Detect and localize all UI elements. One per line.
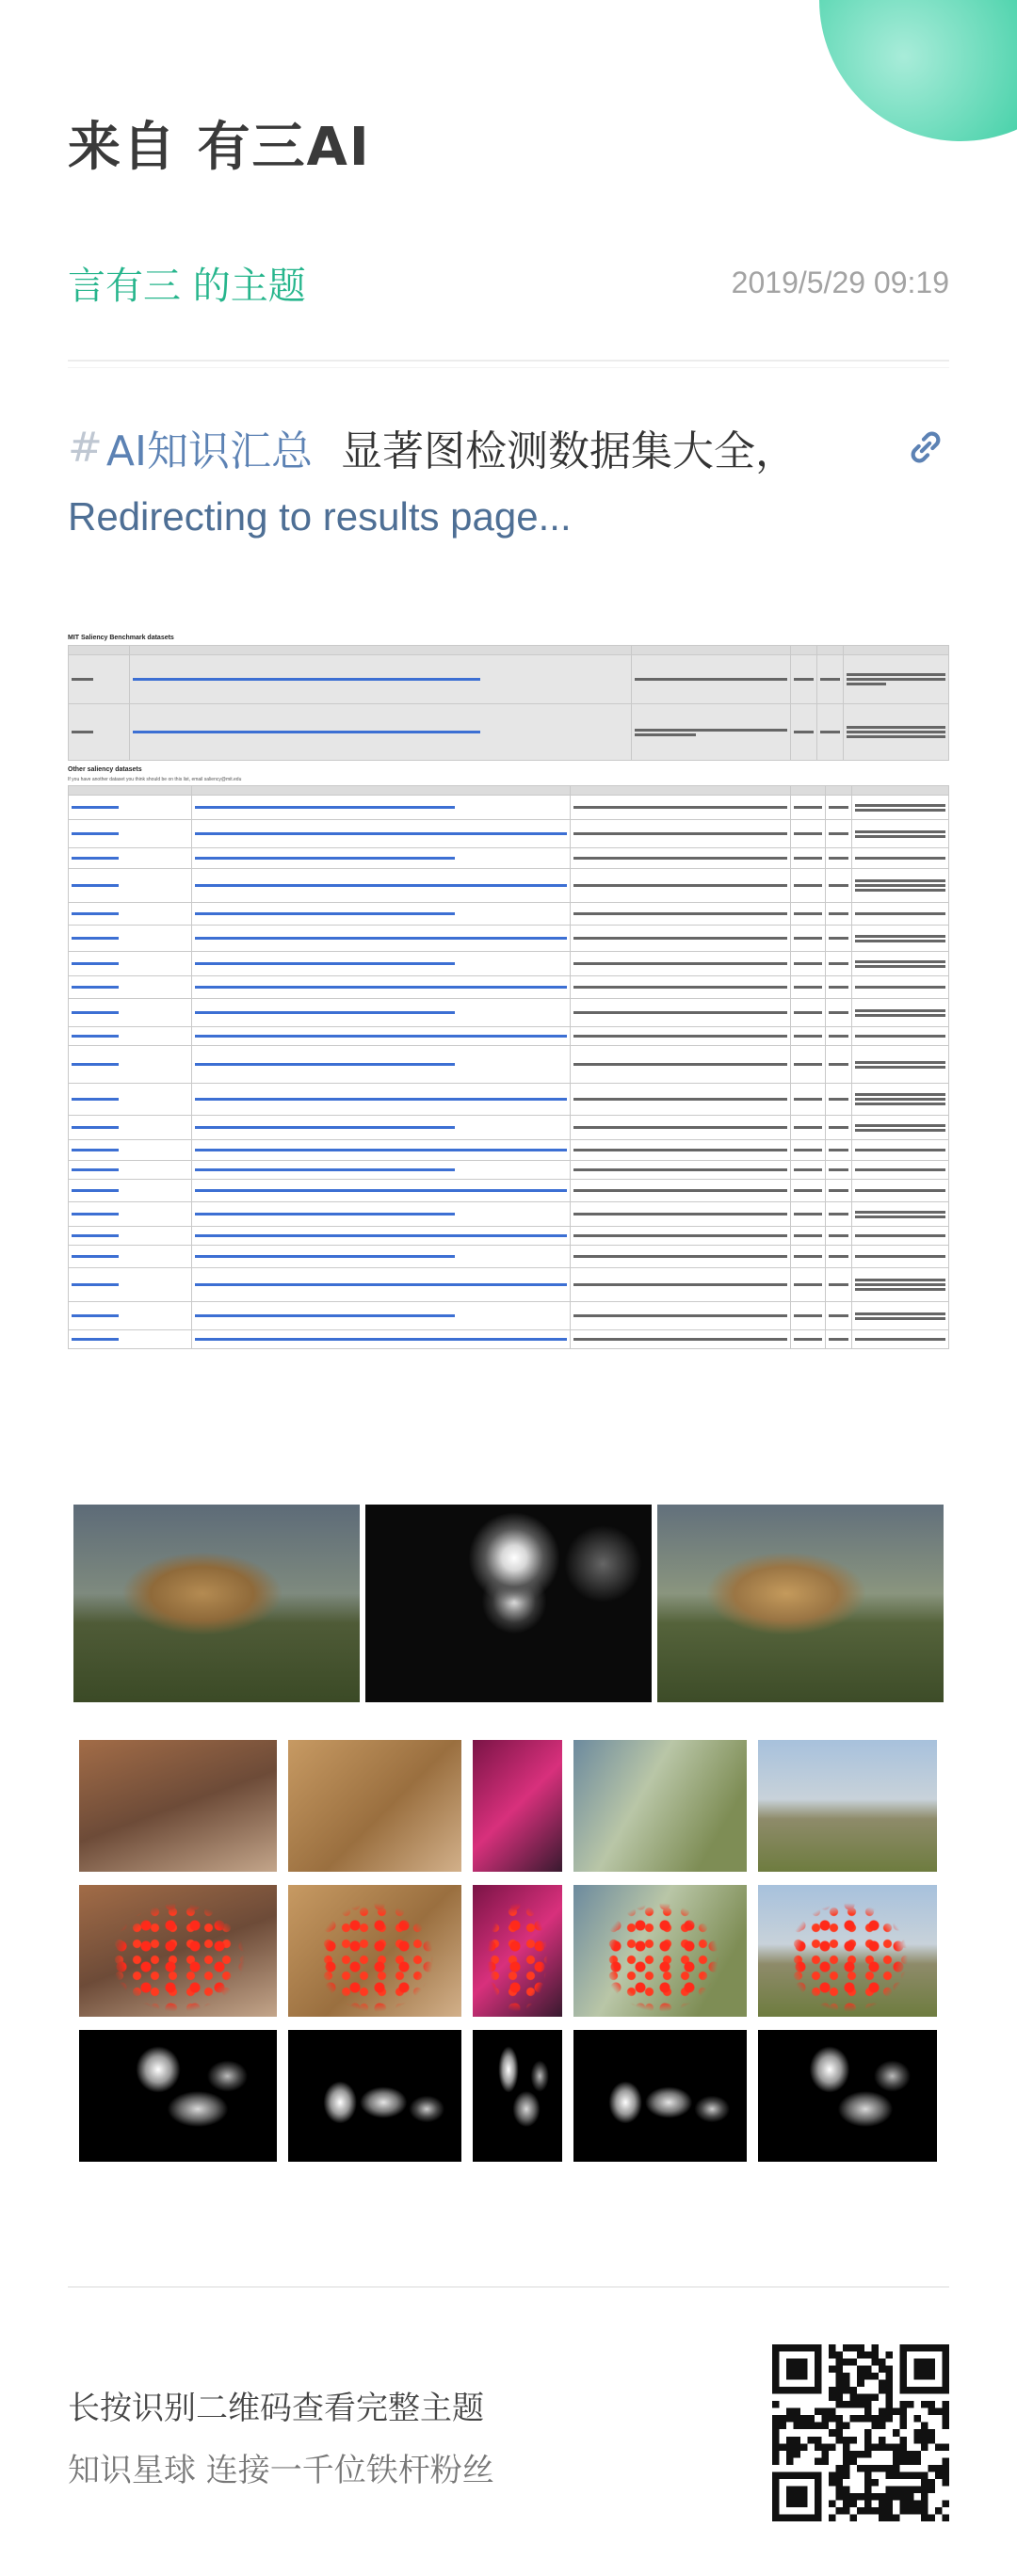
- qr-instruction: 长按识别二维码查看完整主题: [68, 2390, 484, 2427]
- qr-module: [843, 2443, 850, 2451]
- qr-module: [815, 2443, 822, 2451]
- qr-module: [885, 2387, 893, 2394]
- qr-module: [836, 2380, 844, 2388]
- qr-module: [780, 2415, 787, 2423]
- qr-module: [879, 2423, 886, 2430]
- qr-module: [786, 2443, 794, 2451]
- qr-module: [850, 2344, 858, 2352]
- qr-module: [885, 2500, 893, 2507]
- qr-module: [899, 2507, 907, 2515]
- topic-title: 显著图检测数据集大全，: [340, 427, 797, 475]
- qr-module: [942, 2408, 949, 2416]
- qr-module: [836, 2394, 844, 2402]
- qr-module: [864, 2500, 872, 2507]
- qr-module: [871, 2394, 879, 2402]
- fixation-examples-grid: [79, 1740, 938, 2162]
- qr-module: [899, 2451, 907, 2458]
- qr-module: [921, 2507, 928, 2515]
- qr-module: [864, 2451, 872, 2458]
- qr-module: [885, 2415, 893, 2423]
- qr-module: [836, 2401, 844, 2408]
- post-timestamp: 2019/5/29 09:19: [731, 265, 949, 299]
- qr-module: [864, 2373, 872, 2380]
- fixation-map: [288, 2030, 461, 2162]
- qr-module: [829, 2352, 836, 2359]
- qr-module: [843, 2437, 850, 2444]
- qr-module: [864, 2471, 872, 2479]
- qr-module: [935, 2471, 943, 2479]
- qr-module: [871, 2493, 879, 2501]
- qr-module: [907, 2471, 914, 2479]
- qr-module: [899, 2437, 907, 2444]
- qr-module: [864, 2352, 872, 2359]
- qr-module: [879, 2500, 886, 2507]
- qr-module: [928, 2437, 935, 2444]
- qr-module: [843, 2451, 850, 2458]
- qr-module: [843, 2507, 850, 2515]
- qr-module: [836, 2429, 844, 2437]
- qr-module: [885, 2401, 893, 2408]
- qr-module: [864, 2429, 872, 2437]
- qr-module: [921, 2486, 928, 2493]
- footer-slogan: 知识星球 连接一千位铁杆粉丝: [68, 2452, 494, 2489]
- fixation-overlay: [288, 1885, 461, 2017]
- qr-module: [857, 2451, 864, 2458]
- qr-module: [786, 2415, 794, 2423]
- qr-module: [843, 2344, 850, 2352]
- page-title: 来自 有三AI: [68, 117, 371, 178]
- qr-module: [899, 2500, 907, 2507]
- qr-module: [899, 2493, 907, 2501]
- qr-module: [815, 2408, 822, 2416]
- qr-module: [794, 2408, 801, 2416]
- qr-module: [879, 2387, 886, 2394]
- qr-module: [864, 2408, 872, 2416]
- qr-module: [772, 2443, 780, 2451]
- qr-module: [921, 2479, 928, 2487]
- qr-module: [885, 2465, 893, 2472]
- qr-module: [913, 2500, 921, 2507]
- qr-module: [772, 2401, 780, 2408]
- qr-module: [885, 2408, 893, 2416]
- qr-module: [907, 2457, 914, 2465]
- qr-module: [928, 2465, 935, 2472]
- link-icon[interactable]: [902, 424, 949, 471]
- qr-module: [829, 2366, 836, 2374]
- qr-module: [808, 2415, 815, 2423]
- qr-module: [907, 2451, 914, 2458]
- qr-module: [942, 2514, 949, 2521]
- qr-module: [843, 2380, 850, 2388]
- qr-module: [822, 2408, 830, 2416]
- qr-module: [857, 2415, 864, 2423]
- qr-module: [899, 2443, 907, 2451]
- qr-module: [808, 2437, 815, 2444]
- qr-module: [836, 2387, 844, 2394]
- qr-module: [836, 2486, 844, 2493]
- qr-module: [935, 2465, 943, 2472]
- photo-performer: [473, 1740, 562, 1872]
- qr-module: [913, 2471, 921, 2479]
- qr-module: [780, 2423, 787, 2430]
- qr-module: [864, 2415, 872, 2423]
- qr-module: [913, 2437, 921, 2444]
- qr-module: [921, 2514, 928, 2521]
- qr-module: [800, 2443, 808, 2451]
- qr-module: [786, 2457, 794, 2465]
- qr-module: [794, 2451, 801, 2458]
- qr-module: [913, 2451, 921, 2458]
- qr-module: [850, 2514, 858, 2521]
- qr-module: [893, 2514, 900, 2521]
- qr-module: [893, 2493, 900, 2501]
- qr-module: [899, 2415, 907, 2423]
- qr-module: [871, 2352, 879, 2359]
- qr-module: [836, 2465, 844, 2472]
- qr-module: [829, 2394, 836, 2402]
- qr-module: [857, 2380, 864, 2388]
- qr-module: [913, 2486, 921, 2493]
- qr-module: [893, 2457, 900, 2465]
- fixation-map: [79, 2030, 277, 2162]
- table-note: If you have another dataset you think should be on this list, email saliency@mit.edu: [68, 777, 242, 782]
- qr-module: [921, 2401, 928, 2408]
- topic-tag[interactable]: AI知识汇总: [105, 427, 313, 475]
- qr-module: [879, 2408, 886, 2416]
- qr-module: [921, 2500, 928, 2507]
- divider: [68, 367, 949, 368]
- saliency-map: [365, 1505, 652, 1702]
- qr-module: [800, 2423, 808, 2430]
- dataset-table-image: [68, 621, 949, 1469]
- qr-module: [815, 2457, 822, 2465]
- fixation-overlay: [473, 1885, 562, 2017]
- qr-module: [893, 2486, 900, 2493]
- qr-module: [893, 2429, 900, 2437]
- qr-module: [822, 2443, 830, 2451]
- qr-module: [829, 2479, 836, 2487]
- qr-module: [772, 2437, 780, 2444]
- qr-module: [921, 2429, 928, 2437]
- benchmark-table: [68, 645, 949, 761]
- qr-module: [843, 2486, 850, 2493]
- qr-module: [879, 2493, 886, 2501]
- qr-module: [850, 2451, 858, 2458]
- qr-module: [829, 2408, 836, 2416]
- qr-module: [899, 2423, 907, 2430]
- photo-building: [758, 1740, 937, 1872]
- fixation-overlay: [79, 1885, 277, 2017]
- other-datasets-table: [68, 785, 949, 1349]
- qr-module: [794, 2415, 801, 2423]
- qr-module: [843, 2387, 850, 2394]
- qr-module: [879, 2415, 886, 2423]
- qr-module: [772, 2429, 780, 2437]
- qr-module: [850, 2500, 858, 2507]
- qr-module: [772, 2423, 780, 2430]
- qr-module: [893, 2443, 900, 2451]
- qr-module: [836, 2359, 844, 2366]
- qr-module: [871, 2465, 879, 2472]
- qr-module: [794, 2437, 801, 2444]
- qr-module: [907, 2486, 914, 2493]
- qr-module: [836, 2423, 844, 2430]
- qr-module: [942, 2423, 949, 2430]
- fixation-map: [573, 2030, 747, 2162]
- qr-module: [829, 2443, 836, 2451]
- qr-module: [864, 2394, 872, 2402]
- qr-module: [864, 2507, 872, 2515]
- qr-module: [899, 2471, 907, 2479]
- divider: [68, 360, 949, 362]
- qr-module: [829, 2344, 836, 2352]
- qr-module: [850, 2493, 858, 2501]
- qr-module: [871, 2373, 879, 2380]
- qr-module: [815, 2437, 822, 2444]
- qr-module: [921, 2423, 928, 2430]
- qr-module: [843, 2359, 850, 2366]
- qr-module: [871, 2423, 879, 2430]
- qr-module: [885, 2380, 893, 2388]
- topic-row: [68, 414, 949, 480]
- qr-module: [857, 2507, 864, 2515]
- qr-module: [829, 2415, 836, 2423]
- qr-module: [836, 2366, 844, 2374]
- qr-module: [843, 2465, 850, 2472]
- fixation-overlay: [573, 1885, 747, 2017]
- qr-module: [885, 2373, 893, 2380]
- qr-module: [850, 2401, 858, 2408]
- qr-module: [829, 2387, 836, 2394]
- qr-module: [871, 2479, 879, 2487]
- qr-module: [864, 2486, 872, 2493]
- qr-module: [879, 2443, 886, 2451]
- qr-module: [864, 2443, 872, 2451]
- qr-module: [942, 2443, 949, 2451]
- qr-module: [822, 2415, 830, 2423]
- qr-module: [843, 2471, 850, 2479]
- qr-module: [885, 2471, 893, 2479]
- qr-module: [829, 2500, 836, 2507]
- qr-module: [942, 2465, 949, 2472]
- qr-module: [935, 2507, 943, 2515]
- corner-decoration: [819, 0, 1017, 141]
- qr-module: [928, 2514, 935, 2521]
- qr-module: [836, 2373, 844, 2380]
- qr-module: [857, 2465, 864, 2472]
- qr-module: [942, 2479, 949, 2487]
- qr-module: [885, 2486, 893, 2493]
- qr-module: [879, 2437, 886, 2444]
- qr-module: [871, 2443, 879, 2451]
- qr-module: [772, 2451, 780, 2458]
- qr-module: [857, 2401, 864, 2408]
- qr-module: [885, 2507, 893, 2515]
- qr-module: [836, 2437, 844, 2444]
- qr-module: [843, 2457, 850, 2465]
- qr-module: [907, 2500, 914, 2507]
- qr-module: [829, 2514, 836, 2521]
- qr-module: [899, 2408, 907, 2416]
- qr-module: [879, 2465, 886, 2472]
- qr-code[interactable]: [772, 2344, 949, 2521]
- qr-module: [907, 2507, 914, 2515]
- qr-module: [836, 2493, 844, 2501]
- qr-module: [822, 2451, 830, 2458]
- qr-module: [843, 2373, 850, 2380]
- qr-module: [843, 2401, 850, 2408]
- qr-module: [893, 2451, 900, 2458]
- qr-module: [928, 2479, 935, 2487]
- qr-module: [794, 2423, 801, 2430]
- qr-module: [871, 2344, 879, 2352]
- qr-module: [850, 2437, 858, 2444]
- qr-module: [822, 2423, 830, 2430]
- leopard-photo: [73, 1505, 360, 1702]
- qr-module: [857, 2373, 864, 2380]
- qr-module: [885, 2366, 893, 2374]
- qr-module: [921, 2493, 928, 2501]
- qr-module: [857, 2493, 864, 2501]
- qr-module: [907, 2401, 914, 2408]
- qr-module: [829, 2471, 836, 2479]
- qr-module: [899, 2401, 907, 2408]
- qr-module: [850, 2387, 858, 2394]
- qr-module: [843, 2500, 850, 2507]
- qr-module: [864, 2437, 872, 2444]
- qr-module: [829, 2429, 836, 2437]
- fixation-map: [758, 2030, 937, 2162]
- qr-module: [879, 2380, 886, 2388]
- qr-module: [885, 2443, 893, 2451]
- qr-module: [921, 2443, 928, 2451]
- qr-module: [843, 2423, 850, 2430]
- qr-module: [913, 2415, 921, 2423]
- qr-module: [871, 2507, 879, 2515]
- qr-module: [864, 2479, 872, 2487]
- qr-module: [815, 2423, 822, 2430]
- divider: [68, 2286, 949, 2288]
- qr-module: [836, 2471, 844, 2479]
- leopard-saliency-example: [73, 1505, 944, 1702]
- qr-module: [871, 2359, 879, 2366]
- photo-street: [573, 1740, 747, 1872]
- qr-module: [786, 2451, 794, 2458]
- qr-module: [850, 2394, 858, 2402]
- qr-module: [899, 2457, 907, 2465]
- qr-module: [836, 2507, 844, 2515]
- qr-module: [921, 2471, 928, 2479]
- qr-module: [885, 2394, 893, 2402]
- qr-module: [899, 2486, 907, 2493]
- meta-row: [68, 256, 949, 309]
- qr-module: [857, 2352, 864, 2359]
- qr-module: [893, 2408, 900, 2416]
- qr-module: [928, 2429, 935, 2437]
- qr-module: [864, 2401, 872, 2408]
- qr-module: [836, 2415, 844, 2423]
- qr-module: [879, 2507, 886, 2515]
- qr-module: [836, 2352, 844, 2359]
- table-caption: Other saliency datasets: [68, 766, 142, 773]
- qr-module: [857, 2344, 864, 2352]
- qr-module: [885, 2352, 893, 2359]
- qr-module: [928, 2408, 935, 2416]
- qr-module: [800, 2415, 808, 2423]
- qr-module: [864, 2493, 872, 2501]
- qr-module: [907, 2493, 914, 2501]
- qr-module: [885, 2514, 893, 2521]
- fixation-map: [473, 2030, 562, 2162]
- qr-module: [885, 2493, 893, 2501]
- qr-module: [935, 2408, 943, 2416]
- qr-module: [864, 2465, 872, 2472]
- qr-module: [843, 2493, 850, 2501]
- qr-module: [850, 2359, 858, 2366]
- qr-module: [942, 2471, 949, 2479]
- qr-module: [850, 2415, 858, 2423]
- author-link[interactable]: 言有三 的主题: [68, 264, 306, 308]
- photo-people: [79, 1740, 277, 1872]
- qr-module: [921, 2437, 928, 2444]
- qr-module: [879, 2359, 886, 2366]
- qr-module: [780, 2443, 787, 2451]
- qr-module: [772, 2457, 780, 2465]
- table-caption: MIT Saliency Benchmark datasets: [68, 635, 174, 641]
- qr-module: [913, 2507, 921, 2515]
- qr-module: [893, 2465, 900, 2472]
- leopard-photo-overlay: [657, 1505, 944, 1702]
- qr-module: [808, 2423, 815, 2430]
- qr-module: [772, 2415, 780, 2423]
- photo-box: [288, 1740, 461, 1872]
- hashtag-symbol: #: [68, 423, 103, 472]
- qr-module: [928, 2486, 935, 2493]
- qr-module: [913, 2429, 921, 2437]
- qr-module: [794, 2443, 801, 2451]
- qr-module: [871, 2415, 879, 2423]
- qr-module: [850, 2457, 858, 2465]
- qr-module: [836, 2479, 844, 2487]
- fixation-overlay: [758, 1885, 937, 2017]
- qr-module: [942, 2415, 949, 2423]
- redirect-link[interactable]: Redirecting to results page...: [68, 494, 572, 539]
- qr-module: [822, 2457, 830, 2465]
- qr-module: [864, 2366, 872, 2374]
- qr-module: [893, 2471, 900, 2479]
- qr-module: [879, 2514, 886, 2521]
- qr-module: [786, 2408, 794, 2416]
- qr-module: [857, 2394, 864, 2402]
- qr-module: [857, 2366, 864, 2374]
- qr-module: [879, 2366, 886, 2374]
- qr-module: [913, 2457, 921, 2465]
- qr-module: [786, 2437, 794, 2444]
- qr-module: [942, 2457, 949, 2465]
- qr-module: [935, 2443, 943, 2451]
- qr-module: [928, 2401, 935, 2408]
- qr-module: [942, 2401, 949, 2408]
- qr-module: [942, 2500, 949, 2507]
